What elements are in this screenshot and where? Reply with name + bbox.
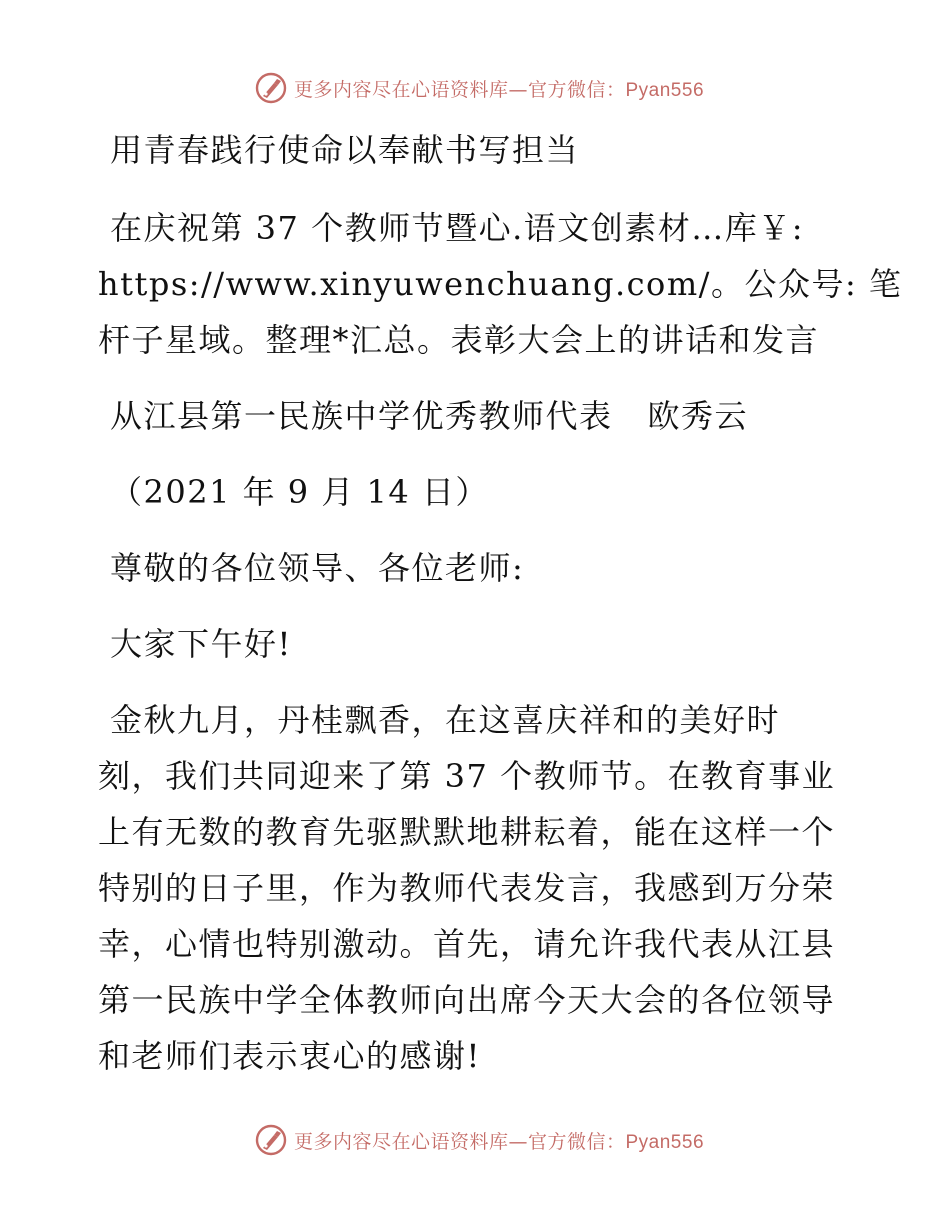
intro-line: 在庆祝第 37 个教师节暨心.语文创素材…库￥: (110, 209, 805, 247)
banner-text-cn: 更多内容尽在心语资料库—官方微信： (293, 1130, 626, 1153)
body-paragraph (98, 692, 858, 1084)
body-line: 刻，我们共同迎来了第 37 个教师节。在教育事业 (98, 757, 836, 795)
greeting-line: 大家下午好! (110, 625, 292, 663)
banner-content (254, 71, 704, 105)
intro-line: 杆子星域。整理*汇总。表彰大会上的讲话和发言 (98, 321, 820, 359)
body-line: 特别的日子里，作为教师代表发言，我感到万分荣 (98, 869, 836, 907)
banner-text (294, 1127, 704, 1154)
body-line: 金秋九月，丹桂飘香，在这喜庆祥和的美好时 (110, 701, 781, 739)
banner-text-cn: 更多内容尽在心语资料库—官方微信： (293, 78, 626, 101)
author-line: 从江县第一民族中学优秀教师代表 欧秀云 (110, 397, 749, 435)
banner-wechat-id: Pyan556 (625, 79, 705, 101)
date-line: （2021 年 9 月 14 日） (110, 473, 489, 511)
pen-nib-icon (254, 71, 288, 105)
banner-text (294, 75, 704, 102)
body-line: 和老师们表示衷心的感谢! (98, 1037, 481, 1075)
document-title: 用青春践行使命以奉献书写担当 (110, 131, 580, 169)
pen-nib-icon (254, 1123, 288, 1157)
intro-line: https://www.xinyuwenchuang.com/。公众号: 笔 (98, 265, 903, 303)
document-body (98, 122, 903, 1084)
header-banner (0, 66, 950, 110)
intro-paragraph (98, 200, 903, 368)
salutation-line: 尊敬的各位领导、各位老师: (110, 549, 525, 587)
banner-wechat-id: Pyan556 (625, 1131, 705, 1153)
body-line: 第一民族中学全体教师向出席今天大会的各位领导 (98, 981, 836, 1019)
footer-banner (0, 1118, 950, 1162)
body-line: 幸，心情也特别激动。首先，请允许我代表从江县 (98, 925, 836, 963)
banner-content (254, 1123, 704, 1157)
body-line: 上有无数的教育先驱默默地耕耘着，能在这样一个 (98, 813, 836, 851)
